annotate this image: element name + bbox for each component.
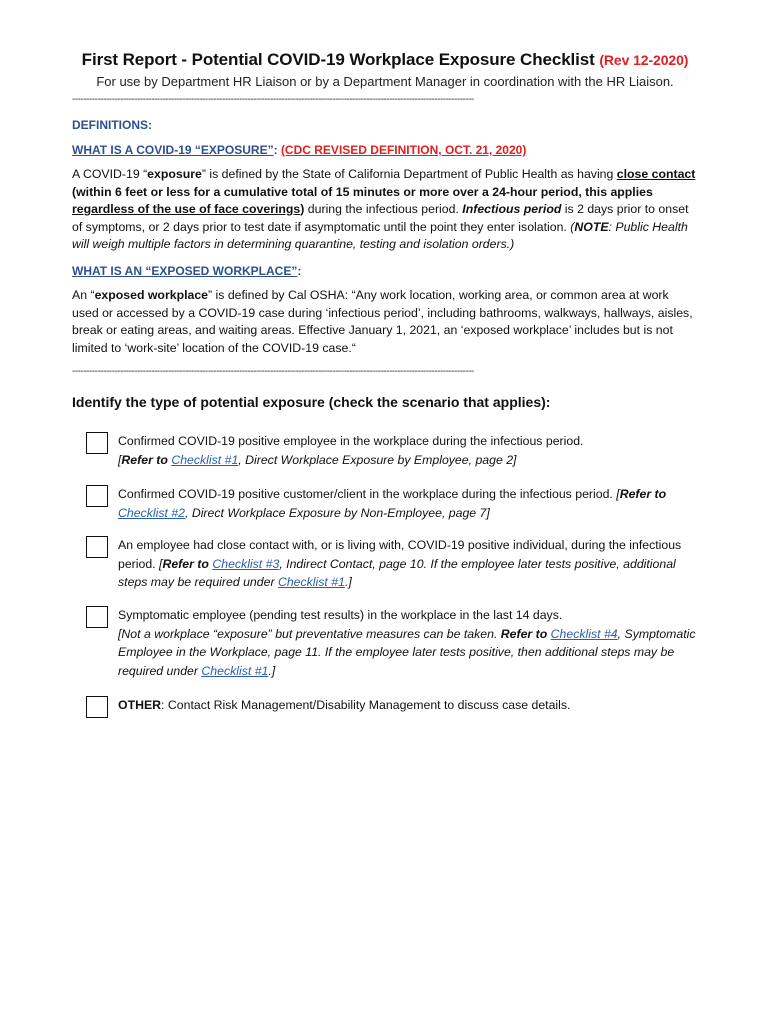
option-1-label: Confirmed COVID-19 positive employee in the workplace during the infectious period. <box>118 434 584 448</box>
exposure-term: exposure <box>147 167 202 181</box>
exposure-def-text-1: A COVID-19 “ <box>72 167 148 181</box>
exposure-type-question: Identify the type of potential exposure (check the scenario that applies): <box>72 394 551 410</box>
workplace-def-text-2: ” is defined by Cal OSHA: “Any work location, working area, or common area at work used or accessed by a COVID-19 case during ‘infectious period’, including bathrooms, walkways, hallways, aisles, break or eating areas, and waiting areas. Effective January 1, 2021, an ‘exposed workplace’ includes but is not limited to ‘work-site’ location of the COVID-19 case.“ <box>72 288 693 355</box>
close-paren: ) <box>300 202 305 216</box>
option-1-checkbox[interactable] <box>86 432 108 454</box>
exposure-heading <box>72 143 526 157</box>
option-other-checkbox[interactable] <box>86 696 108 718</box>
definitions-heading: DEFINITIONS: <box>72 118 152 132</box>
exposure-def-text-4: during the infectious period. <box>304 202 463 216</box>
checklist-2-link[interactable]: Checklist #2 <box>118 505 185 520</box>
divider-line-2: ---------------------------------------------------------------------------------------------------------------------------------------------- <box>72 366 474 377</box>
checklist-4-link[interactable]: Checklist #4 <box>550 626 618 641</box>
checklist-1-link[interactable]: Checklist #1 <box>171 452 239 467</box>
infectious-period-term: Infectious period <box>462 202 562 216</box>
other-label: OTHER <box>118 698 162 712</box>
ref-rest: , Direct Workplace Exposure by Employee, page 2] <box>238 452 517 467</box>
refer-to-label: Refer to <box>121 452 168 467</box>
ref-open: [ <box>159 556 163 571</box>
revision-label: (Rev 12-2020) <box>599 52 689 68</box>
workplace-heading-colon: : <box>297 264 302 278</box>
note-label: NOTE <box>574 219 609 234</box>
workplace-def-text-1: An “ <box>72 288 95 302</box>
exposure-heading-text: WHAT IS A COVID-19 “EXPOSURE” <box>72 143 274 157</box>
face-coverings-clause: regardless of the use of face coverings <box>72 202 301 216</box>
title-text: First Report - Potential COVID-19 Workplace Exposure Checklist <box>81 50 595 69</box>
cdc-revised-note: (CDC REVISED DEFINITION, OCT. 21, 2020) <box>280 143 527 157</box>
note-text: : Public Health will weigh multiple factors in determining quarantine, testing and isolation orders.) <box>72 219 688 251</box>
option-2-label: Confirmed COVID-19 positive customer/client in the workplace during the infectious period. <box>118 487 617 501</box>
close-contact-criteria: (within 6 feet or less for a cumulative total of 15 minutes or more over a 24-hour period, this applies <box>72 184 653 199</box>
exposure-def-text-5: is 2 days prior to onset of symptoms, or 2 days prior to test date if asymptomatic until the point they enter isolation. <box>72 202 689 234</box>
page-subtitle: For use by Department HR Liaison or by a Department Manager in coordination with the HR Liaison. <box>96 74 674 89</box>
option-1-text <box>118 432 708 469</box>
refer-to-label: Refer to <box>500 626 548 641</box>
exposure-def-text-2: ” is defined by the State of California Department of Public Health as having <box>201 167 617 181</box>
option-4-checkbox[interactable] <box>86 606 108 628</box>
note-open: ( <box>570 219 575 234</box>
ref-open: [ <box>616 487 620 501</box>
exposure-definition <box>72 166 697 254</box>
page-title <box>0 50 770 70</box>
option-2-checkbox[interactable] <box>86 485 108 507</box>
close-contact-term: close contact <box>616 167 696 181</box>
ref-rest: , Indirect Contact, page 10. If the employee later tests positive, additional steps may be required under <box>118 556 676 589</box>
ref-end: .] <box>268 663 276 678</box>
option-3-text <box>118 536 708 592</box>
option-2-text <box>118 485 708 522</box>
checklist-1-link[interactable]: Checklist #1 <box>201 663 269 678</box>
checklist-1-link[interactable]: Checklist #1 <box>277 575 345 589</box>
option-3-label: An employee had close contact with, or is living with, COVID-19 positive individual, during the infectious period. <box>118 538 682 571</box>
checklist-3-link[interactable]: Checklist #3 <box>212 556 280 571</box>
ref-open: [ <box>118 452 122 467</box>
workplace-heading <box>72 264 301 278</box>
exposed-workplace-term: exposed workplace <box>94 288 209 302</box>
option-4-label: Symptomatic employee (pending test results) in the workplace in the last 14 days. <box>118 608 563 622</box>
ref-rest: , Direct Workplace Exposure by Non-Employee, page 7] <box>184 505 490 520</box>
ref-open: [Not a workplace “exposure” but preventative measures can be taken. <box>118 626 501 641</box>
workplace-heading-text: WHAT IS AN “EXPOSED WORKPLACE” <box>72 264 298 278</box>
ref-end: .] <box>344 575 352 589</box>
option-other-text <box>118 696 708 715</box>
other-description: : Contact Risk Management/Disability Management to discuss case details. <box>161 698 571 712</box>
option-4-text <box>118 606 708 680</box>
divider-line: ---------------------------------------------------------------------------------------------------------------------------------------------- <box>72 94 474 105</box>
refer-to-label: Refer to <box>619 487 667 501</box>
ref-rest: , Symptomatic Employee in the Workplace, page 11. If the employee later tests positive, then additional steps may be required under <box>118 626 696 678</box>
workplace-definition <box>72 287 697 357</box>
option-3-checkbox[interactable] <box>86 536 108 558</box>
exposure-heading-colon: : <box>273 143 278 157</box>
refer-to-label: Refer to <box>162 556 209 571</box>
